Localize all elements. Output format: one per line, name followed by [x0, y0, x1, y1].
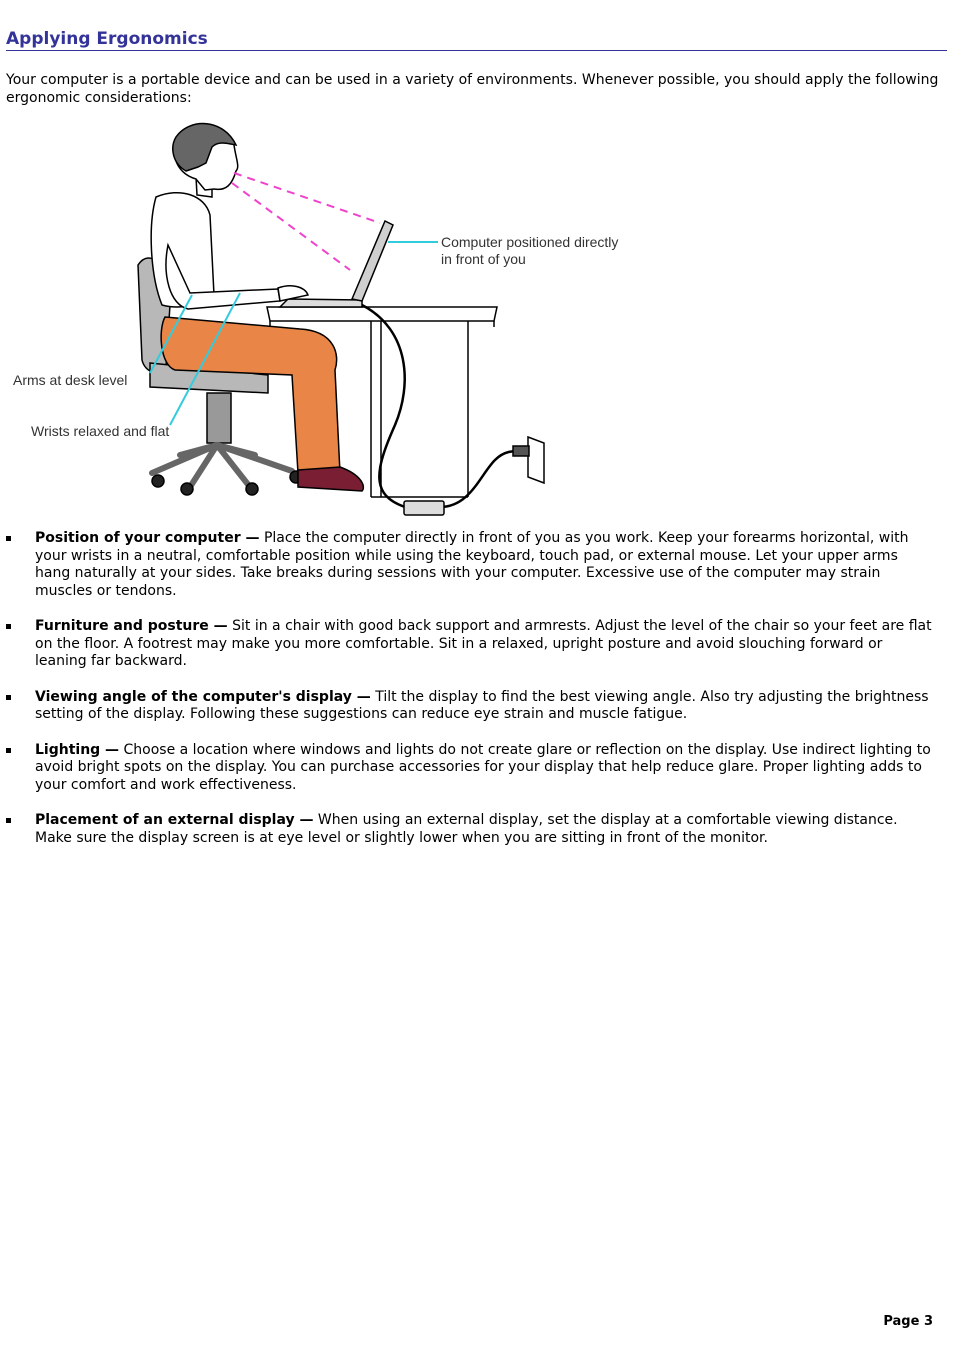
list-item — [6, 689, 936, 724]
bullet-icon — [6, 695, 11, 700]
sightlines — [232, 173, 380, 270]
item-term: Lighting — — [35, 741, 120, 758]
item-text: Tilt the display to find the best viewing angle. Also try adjusting the brightness setting of the display. Following these suggestions can reduce eye strain and muscle fatigue. — [35, 688, 929, 722]
bullet-icon — [6, 818, 11, 823]
callout-computer-line1: Computer positioned directly — [441, 234, 619, 250]
item-term: Furniture and posture — — [35, 618, 228, 634]
bullet-icon — [6, 536, 11, 541]
callout-arms: Arms at desk level — [13, 372, 128, 388]
bullet-icon — [6, 624, 11, 629]
power-cord — [362, 305, 523, 507]
item-text: Place the computer directly in front of you as you work. Keep your forearms horizontal, with your wrists in a neutral, comfortable position while using the keyboard, touch pad, or external mouse. Let your upper arms hang naturally at your sides. Take breaks during sessions with your computer. Excessive use of the computer may strain muscles or tendons. — [35, 530, 909, 599]
item-term: Viewing angle of the computer's display — — [35, 688, 371, 705]
item-text: Choose a location where windows and lights do not create glare or reflection on the display. Use indirect lighting to avoid bright spots on the display. You can purchase accessories for your display that help reduce glare. Proper lighting adds to your comfort and work effectiveness. — [35, 741, 931, 793]
bullet-icon — [6, 748, 11, 753]
callout-wrists: Wrists relaxed and flat — [31, 423, 170, 439]
page-title: Applying Ergonomics — [6, 29, 947, 51]
item-text: When using an external display, set the display at a comfortable viewing distance. Make sure the display screen is at eye level or slightly lower when you are sitting in front of the monitor. — [35, 812, 898, 846]
list-item — [6, 530, 936, 600]
ergonomics-drawing — [0, 115, 660, 525]
ergonomics-illustration — [0, 115, 660, 525]
list-item — [6, 742, 936, 795]
list-item — [6, 812, 936, 847]
list-item — [6, 618, 936, 671]
item-term: Position of your computer — — [35, 530, 260, 546]
intro-paragraph: Your computer is a portable device and can be used in a variety of environments. Whenever possible, you should apply the following ergonomic considerations: — [6, 72, 939, 106]
callout-computer-line2: in front of you — [441, 251, 526, 267]
power-adapter — [404, 501, 444, 515]
item-text: Sit in a chair with good back support and armrests. Adjust the level of the chair so your feet are flat on the floor. A footrest may make you more comfortable. Sit in a relaxed, upright posture and avoid slouching forward or leaning far backward. — [35, 618, 932, 669]
page-number: Page 3 — [883, 1314, 933, 1329]
considerations-list — [6, 530, 936, 865]
wall-outlet — [513, 437, 544, 483]
item-term: Placement of an external display — — [35, 812, 314, 828]
